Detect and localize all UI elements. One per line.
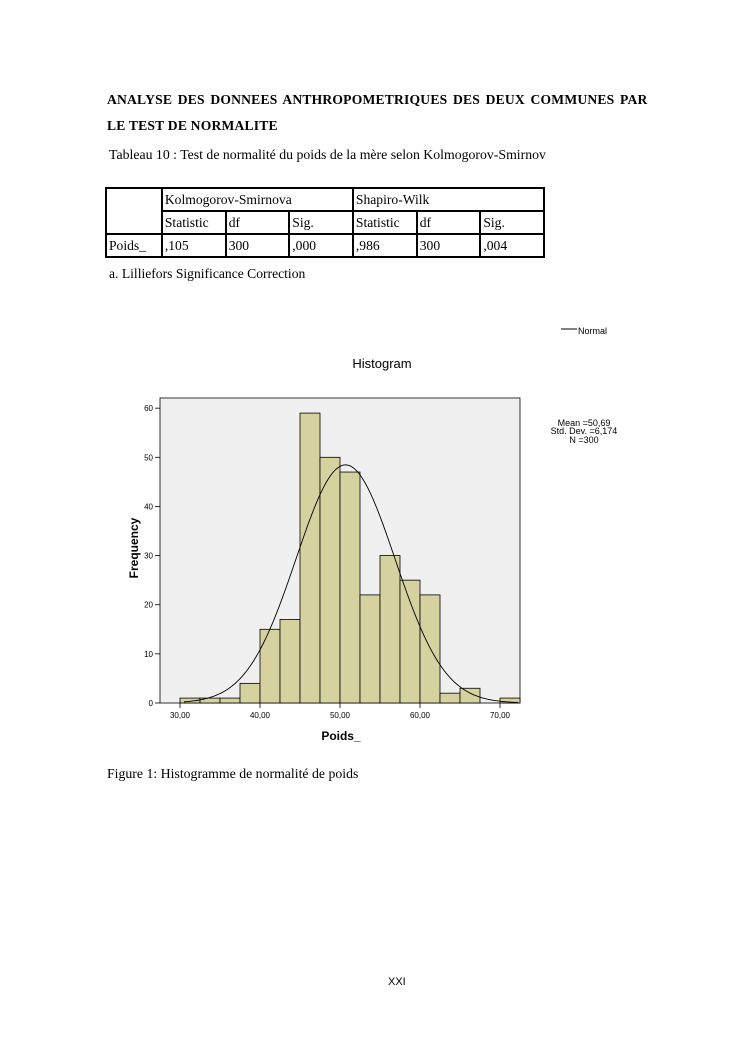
x-axis-label: Poids_ <box>321 729 361 743</box>
x-tick-label: 70,00 <box>489 711 511 720</box>
chart-title: Histogram <box>352 356 412 371</box>
subheader-cell: df <box>226 211 290 234</box>
subheader-cell: Statistic <box>353 211 417 234</box>
histogram-chart <box>120 318 620 748</box>
subheader-cell: Sig. <box>480 211 544 234</box>
table-caption: Tableau 10 : Test de normalité du poids de la mère selon Kolmogorov-Smirnov <box>109 147 546 162</box>
histogram-bar <box>200 698 220 703</box>
histogram-bar <box>300 413 320 703</box>
y-tick-label: 40 <box>144 502 153 512</box>
y-tick-label: 30 <box>144 551 153 561</box>
page-number: XXI <box>388 976 406 988</box>
x-tick-label: 60,00 <box>409 711 431 720</box>
x-tick-label: 30,00 <box>169 711 191 720</box>
subheader-cell: df <box>417 211 481 234</box>
stats-sd: Std. Dev. =6,174 <box>550 426 618 436</box>
histogram-bar <box>340 472 360 703</box>
histogram-bar <box>380 556 400 703</box>
table-corner-cell <box>106 188 162 234</box>
x-tick-label: 40,00 <box>249 711 271 720</box>
histogram-bar <box>320 457 340 703</box>
value-cell: 300 <box>417 234 481 257</box>
table-note: a. Lilliefors Significance Correction <box>109 266 306 281</box>
value-cell: ,000 <box>289 234 353 257</box>
normality-test-table <box>105 187 545 258</box>
table-row <box>106 234 544 257</box>
legend-label: Normal <box>578 326 608 336</box>
value-cell: ,004 <box>480 234 544 257</box>
table-group-header-row <box>106 188 544 211</box>
histogram-bar <box>260 629 280 703</box>
figure-caption: Figure 1: Histogramme de normalité de poids <box>107 766 359 781</box>
section-heading-line-1: ANALYSE DES DONNEES ANTHROPOMETRIQUES DES DEUX COMMUNES PAR <box>107 92 648 107</box>
section-heading-line-2: LE TEST DE NORMALITE <box>107 118 278 133</box>
value-cell: ,105 <box>162 234 226 257</box>
histogram-bar <box>440 693 460 703</box>
subheader-cell: Statistic <box>162 211 226 234</box>
row-label: Poids_ <box>106 234 162 257</box>
stats-n: N =300 <box>569 435 599 445</box>
histogram-bar <box>240 683 260 703</box>
y-axis-label: Frequency <box>127 517 141 579</box>
y-tick-label: 0 <box>148 699 153 708</box>
table-subheader-row <box>106 211 544 234</box>
stats-mean: Mean =50,69 <box>557 418 611 428</box>
value-cell: ,986 <box>353 234 417 257</box>
histogram-bar <box>400 580 420 703</box>
subheader-cell: Sig. <box>289 211 353 234</box>
y-tick-label: 10 <box>144 649 153 659</box>
histogram-bar <box>420 595 440 703</box>
group-header-kolmogorov: Kolmogorov-Smirnova <box>162 188 353 211</box>
x-tick-label: 50,00 <box>329 711 351 720</box>
y-tick-label: 20 <box>144 600 153 610</box>
y-tick-label: 60 <box>144 404 153 414</box>
histogram-bar <box>220 698 240 703</box>
histogram-bar <box>280 619 300 703</box>
y-tick-label: 50 <box>144 453 153 463</box>
group-header-shapiro: Shapiro-Wilk <box>353 188 544 211</box>
value-cell: 300 <box>226 234 290 257</box>
histogram-bar <box>360 595 380 703</box>
